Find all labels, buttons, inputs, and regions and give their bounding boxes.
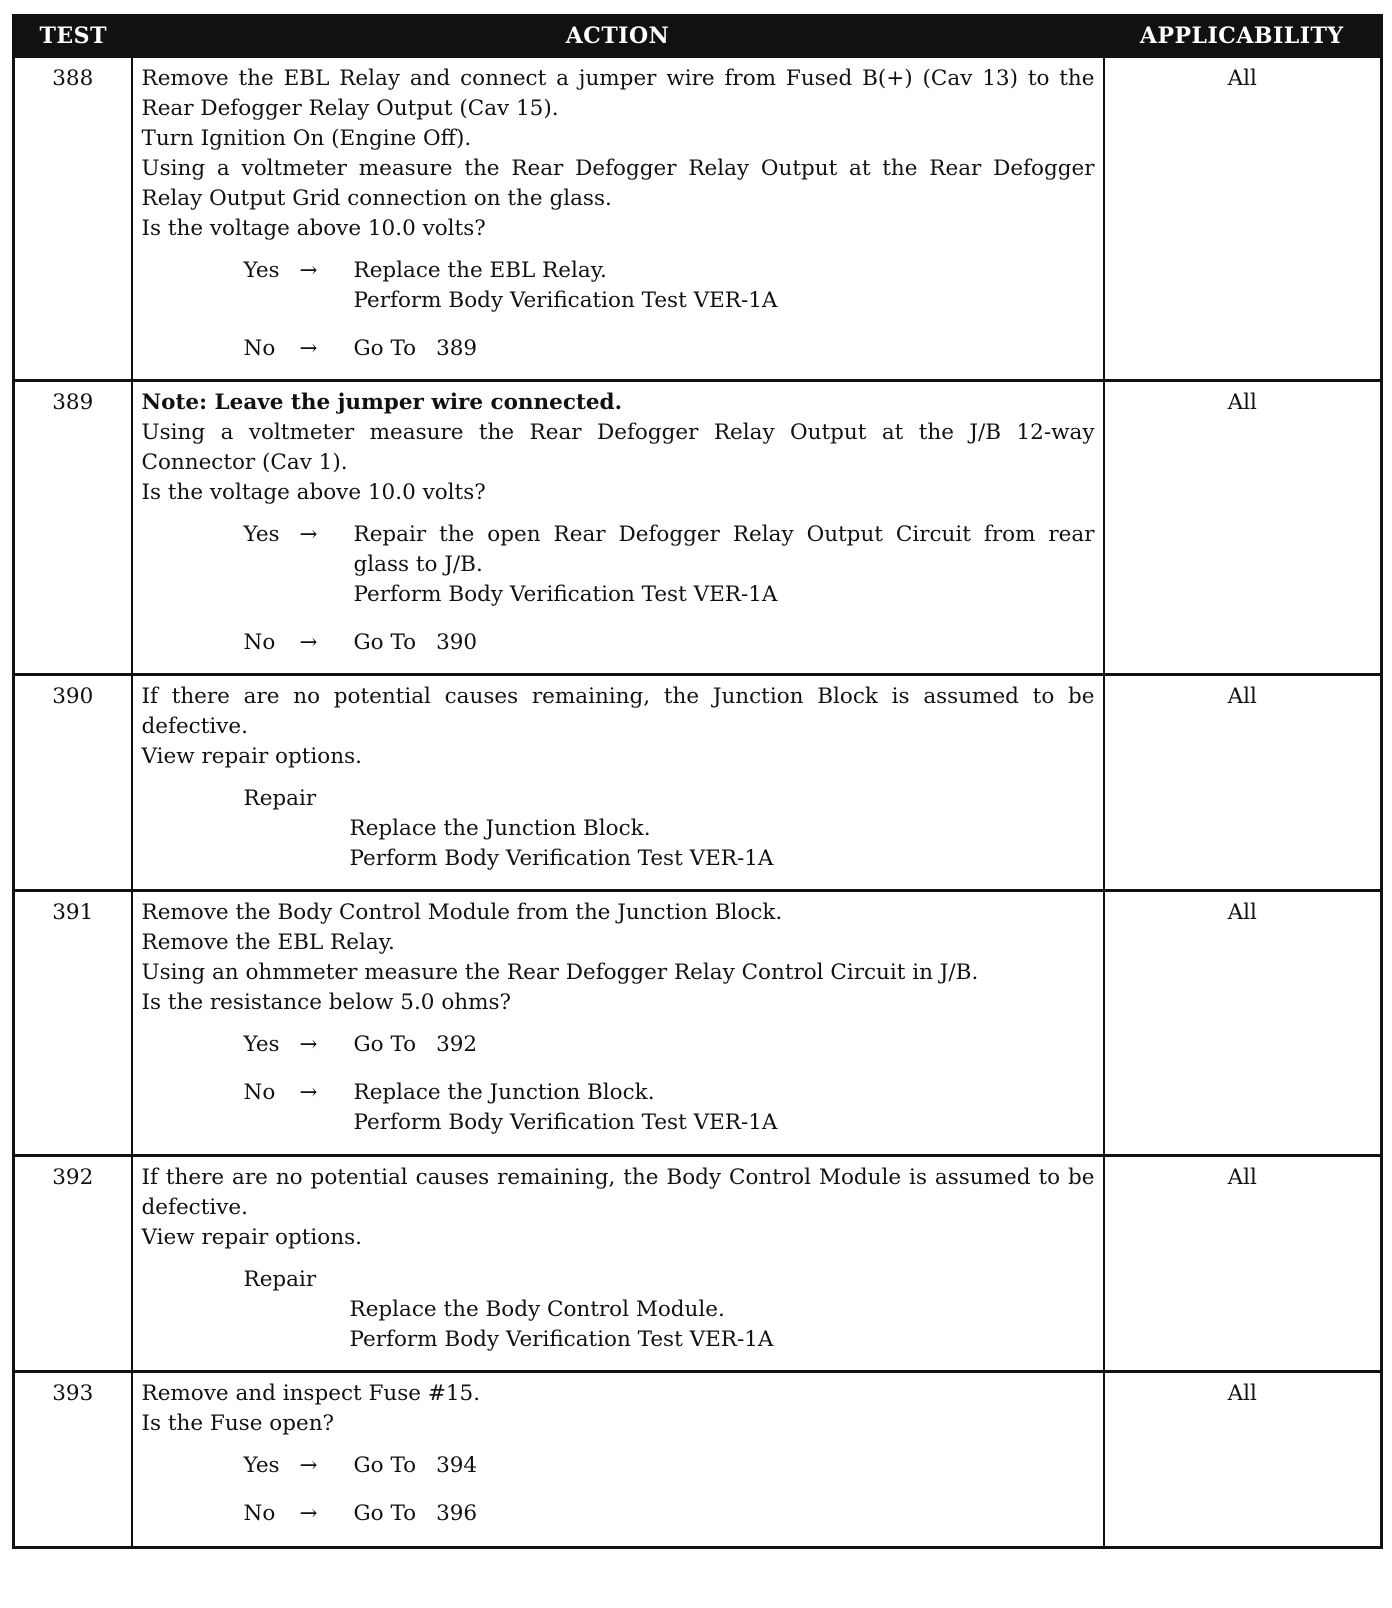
applicability-value: All	[1104, 891, 1382, 1156]
no-answer	[244, 1499, 1095, 1529]
diagnostic-test-table	[12, 14, 1383, 1549]
answer-options	[142, 1030, 1095, 1138]
yes-label: Yes	[243, 1032, 280, 1057]
no-label: No	[243, 1080, 276, 1105]
note-text: Note: Leave the jumper wire connected.	[141, 390, 623, 415]
action-cell	[132, 1372, 1104, 1548]
applicability-value: All	[1104, 1372, 1382, 1548]
action-text: Using a voltmeter measure the Rear Defogger Relay Output at the Rear Defogger Relay Output Grid connection on the glass.	[141, 156, 1095, 211]
action-text: Remove the Body Control Module from the Junction Block.	[141, 900, 783, 925]
table-row	[14, 57, 1382, 381]
test-number: 393	[14, 1372, 132, 1548]
answer-line: Perform Body Verification Test VER-1A	[353, 288, 778, 313]
test-number: 389	[14, 381, 132, 675]
yes-answer	[244, 1451, 1095, 1481]
action-text: Remove and inspect Fuse #15.	[141, 1381, 481, 1406]
action-text: If there are no potential causes remaining, the Body Control Module is assumed to be defective.	[141, 1165, 1095, 1220]
action-text: Using an ohmmeter measure the Rear Defogger Relay Control Circuit in J/B.	[141, 960, 979, 985]
arrow-icon: →	[299, 258, 318, 283]
yes-answer	[244, 1030, 1095, 1060]
test-number: 392	[14, 1156, 132, 1372]
answer-text	[354, 628, 1095, 658]
action-cell	[132, 381, 1104, 675]
arrow-icon: →	[299, 522, 318, 547]
goto-label: Go To	[353, 1453, 417, 1478]
action-text: Using a voltmeter measure the Rear Defogger Relay Output at the J/B 12-way Connector (Cav 1).	[141, 420, 1095, 475]
answer-options	[142, 256, 1095, 364]
action-text: Turn Ignition On (Engine Off).	[141, 126, 472, 151]
action-text: Remove the EBL Relay and connect a jumper wire from Fused B(+) (Cav 13) to the Rear Defogger Relay Output (Cav 15).	[141, 66, 1095, 121]
header-test: TEST	[14, 16, 132, 57]
repair-line: Replace the Junction Block.	[349, 816, 651, 841]
action-text: If there are no potential causes remaining, the Junction Block is assumed to be defective.	[141, 684, 1095, 739]
answer-text	[354, 1499, 1095, 1529]
action-text: Is the Fuse open?	[141, 1411, 335, 1436]
arrow-icon: →	[299, 1080, 318, 1105]
action-text: Is the voltage above 10.0 volts?	[141, 216, 486, 241]
action-cell	[132, 675, 1104, 891]
arrow-icon: →	[299, 1501, 318, 1526]
applicability-value: All	[1104, 57, 1382, 381]
table-row	[14, 381, 1382, 675]
test-number: 388	[14, 57, 132, 381]
answer-options	[142, 520, 1095, 658]
yes-label: Yes	[243, 1453, 280, 1478]
goto-target: 390	[436, 630, 478, 655]
repair-options	[244, 784, 1095, 874]
test-number: 390	[14, 675, 132, 891]
answer-text	[354, 256, 1095, 316]
goto-label: Go To	[353, 1032, 417, 1057]
action-text: Is the voltage above 10.0 volts?	[141, 480, 486, 505]
goto-target: 394	[436, 1453, 478, 1478]
no-label: No	[243, 336, 276, 361]
action-cell	[132, 57, 1104, 381]
answer-line: Replace the EBL Relay.	[353, 258, 607, 283]
answer-text	[354, 520, 1095, 610]
no-label: No	[243, 1501, 276, 1526]
table-header	[14, 16, 1382, 57]
yes-answer	[244, 256, 1095, 316]
yes-label: Yes	[243, 522, 280, 547]
answer-line: Repair the open Rear Defogger Relay Output Circuit from rear glass to J/B.	[353, 522, 1095, 577]
applicability-value: All	[1104, 675, 1382, 891]
answer-options	[142, 1451, 1095, 1529]
answer-line: Perform Body Verification Test VER-1A	[353, 582, 778, 607]
test-number: 391	[14, 891, 132, 1156]
no-label: No	[243, 630, 276, 655]
goto-target: 392	[436, 1032, 478, 1057]
action-text: View repair options.	[141, 1225, 362, 1250]
answer-text	[354, 334, 1095, 364]
action-cell	[132, 1156, 1104, 1372]
applicability-value: All	[1104, 1156, 1382, 1372]
answer-text	[354, 1030, 1095, 1060]
answer-line: Replace the Junction Block.	[353, 1080, 655, 1105]
answer-text	[354, 1078, 1095, 1138]
repair-label: Repair	[243, 1267, 317, 1292]
table-row	[14, 1156, 1382, 1372]
header-action: ACTION	[132, 16, 1104, 57]
no-answer	[244, 334, 1095, 364]
answer-text	[354, 1451, 1095, 1481]
goto-label: Go To	[353, 1501, 417, 1526]
no-answer	[244, 1078, 1095, 1138]
no-answer	[244, 628, 1095, 658]
arrow-icon: →	[299, 336, 318, 361]
answer-line: Perform Body Verification Test VER-1A	[353, 1110, 778, 1135]
action-text: View repair options.	[141, 744, 362, 769]
header-applicability: APPLICABILITY	[1104, 16, 1382, 57]
table-row	[14, 1372, 1382, 1548]
yes-answer	[244, 520, 1095, 610]
repair-line: Perform Body Verification Test VER-1A	[349, 1327, 774, 1352]
action-text: Remove the EBL Relay.	[141, 930, 395, 955]
yes-label: Yes	[243, 258, 280, 283]
goto-target: 396	[436, 1501, 478, 1526]
action-cell	[132, 891, 1104, 1156]
action-text: Is the resistance below 5.0 ohms?	[141, 990, 512, 1015]
table-row	[14, 675, 1382, 891]
repair-options	[244, 1265, 1095, 1355]
goto-target: 389	[436, 336, 478, 361]
arrow-icon: →	[299, 630, 318, 655]
arrow-icon: →	[299, 1453, 318, 1478]
applicability-value: All	[1104, 381, 1382, 675]
goto-label: Go To	[353, 336, 417, 361]
repair-steps	[350, 814, 1095, 874]
repair-label: Repair	[243, 786, 317, 811]
arrow-icon: →	[299, 1032, 318, 1057]
table-row	[14, 891, 1382, 1156]
repair-steps	[350, 1295, 1095, 1355]
repair-line: Replace the Body Control Module.	[349, 1297, 725, 1322]
repair-line: Perform Body Verification Test VER-1A	[349, 846, 774, 871]
goto-label: Go To	[353, 630, 417, 655]
